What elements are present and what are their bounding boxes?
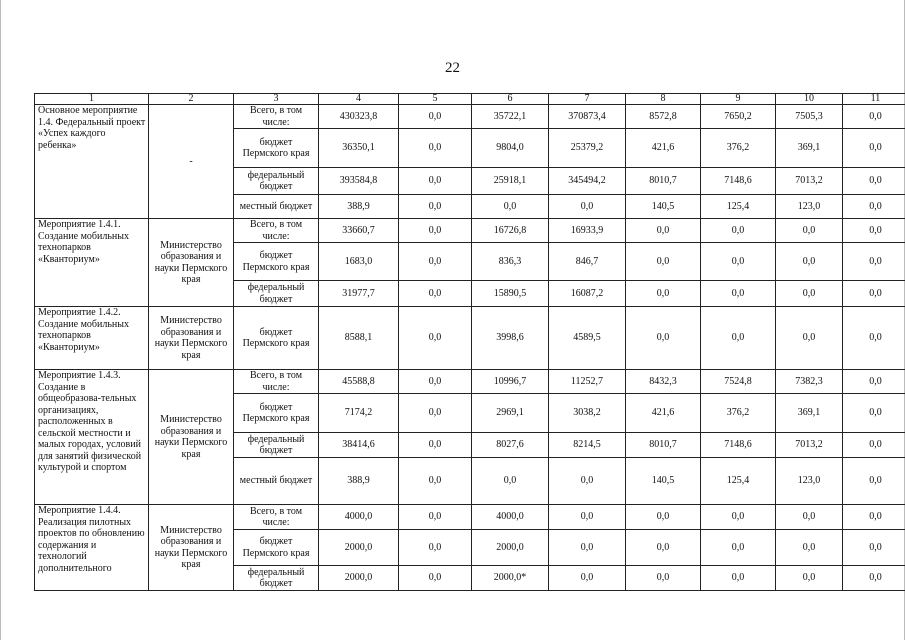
amount-cell: 0,0 (843, 394, 905, 433)
funding-source: федеральный бюджет (234, 281, 319, 307)
amount-cell: 9804,0 (472, 129, 549, 168)
page-number: 22 (445, 60, 460, 76)
amount-cell: 2000,0* (472, 566, 549, 591)
amount-cell: 0,0 (626, 530, 701, 566)
table-row (35, 105, 905, 129)
amount-cell: 376,2 (701, 394, 776, 433)
column-header-10: 10 (776, 94, 843, 105)
amount-cell: 4000,0 (319, 505, 399, 530)
amount-cell: 0,0 (399, 370, 472, 394)
funding-source: Всего, в том числе: (234, 370, 319, 394)
table-row (35, 370, 905, 394)
funding-source: Всего, в том числе: (234, 505, 319, 530)
amount-cell: 370873,4 (549, 105, 626, 129)
amount-cell: 36350,1 (319, 129, 399, 168)
amount-cell: 0,0 (843, 195, 905, 219)
amount-cell: 0,0 (701, 505, 776, 530)
amount-cell: 7505,3 (776, 105, 843, 129)
amount-cell: 0,0 (399, 458, 472, 505)
amount-cell: 25918,1 (472, 168, 549, 195)
amount-cell: 16726,8 (472, 219, 549, 243)
amount-cell: 123,0 (776, 458, 843, 505)
amount-cell: 15890,5 (472, 281, 549, 307)
amount-cell: 8572,8 (626, 105, 701, 129)
amount-cell: 7148,6 (701, 168, 776, 195)
executor: Министерство образования и науки Пермского края (149, 219, 234, 307)
amount-cell: 16087,2 (549, 281, 626, 307)
column-header-6: 6 (472, 94, 549, 105)
amount-cell: 0,0 (843, 219, 905, 243)
amount-cell: 0,0 (626, 566, 701, 591)
amount-cell: 0,0 (399, 281, 472, 307)
amount-cell: 0,0 (843, 530, 905, 566)
funding-source: бюджет Пермского края (234, 307, 319, 370)
amount-cell: 0,0 (701, 307, 776, 370)
amount-cell: 846,7 (549, 243, 626, 281)
amount-cell: 8010,7 (626, 168, 701, 195)
amount-cell: 31977,7 (319, 281, 399, 307)
funding-source: федеральный бюджет (234, 566, 319, 591)
amount-cell: 1683,0 (319, 243, 399, 281)
amount-cell: 0,0 (701, 243, 776, 281)
amount-cell: 388,9 (319, 195, 399, 219)
activity-description: Основное мероприятие 1.4. Федеральный проект «Успех каждого ребенка» (35, 105, 149, 219)
budget-table (34, 93, 905, 591)
column-header-8: 8 (626, 94, 701, 105)
header-row (35, 94, 905, 105)
amount-cell: 33660,7 (319, 219, 399, 243)
amount-cell: 0,0 (549, 195, 626, 219)
amount-cell: 0,0 (549, 530, 626, 566)
column-header-4: 4 (319, 94, 399, 105)
table-row (35, 505, 905, 530)
amount-cell: 388,9 (319, 458, 399, 505)
amount-cell: 369,1 (776, 394, 843, 433)
amount-cell: 0,0 (701, 566, 776, 591)
amount-cell: 8010,7 (626, 433, 701, 458)
executor: Министерство образования и науки Пермского края (149, 307, 234, 370)
amount-cell: 0,0 (776, 530, 843, 566)
amount-cell: 0,0 (776, 281, 843, 307)
amount-cell: 0,0 (843, 307, 905, 370)
amount-cell: 0,0 (549, 505, 626, 530)
amount-cell: 0,0 (399, 505, 472, 530)
amount-cell: 7382,3 (776, 370, 843, 394)
column-header-9: 9 (701, 94, 776, 105)
activity-description: Мероприятие 1.4.3. Создание в общеобразова-тельных организациях, расположенных в сельской местности и малых городах, условий для занятий физической культурой и спортом (35, 370, 149, 505)
funding-source: местный бюджет (234, 458, 319, 505)
amount-cell: 836,3 (472, 243, 549, 281)
amount-cell: 8432,3 (626, 370, 701, 394)
amount-cell: 7013,2 (776, 168, 843, 195)
activity-description: Мероприятие 1.4.2. Создание мобильных технопарков «Кванториум» (35, 307, 149, 370)
amount-cell: 140,5 (626, 195, 701, 219)
amount-cell: 0,0 (399, 195, 472, 219)
amount-cell: 0,0 (843, 168, 905, 195)
amount-cell: 0,0 (472, 195, 549, 219)
executor: Министерство образования и науки Пермского края (149, 370, 234, 505)
amount-cell: 393584,8 (319, 168, 399, 195)
funding-source: бюджет Пермского края (234, 394, 319, 433)
amount-cell: 7524,8 (701, 370, 776, 394)
amount-cell: 140,5 (626, 458, 701, 505)
amount-cell: 0,0 (843, 281, 905, 307)
activity-description: Мероприятие 1.4.4. Реализация пилотных проектов по обновлению содержания и технологий дополнительного (35, 505, 149, 591)
column-header-11: 11 (843, 94, 905, 105)
amount-cell: 376,2 (701, 129, 776, 168)
amount-cell: 25379,2 (549, 129, 626, 168)
amount-cell: 0,0 (626, 281, 701, 307)
amount-cell: 421,6 (626, 394, 701, 433)
amount-cell: 0,0 (776, 505, 843, 530)
amount-cell: 0,0 (843, 243, 905, 281)
amount-cell: 0,0 (843, 129, 905, 168)
amount-cell: 2969,1 (472, 394, 549, 433)
amount-cell: 125,4 (701, 458, 776, 505)
amount-cell: 0,0 (399, 243, 472, 281)
amount-cell: 0,0 (399, 307, 472, 370)
amount-cell: 369,1 (776, 129, 843, 168)
table-row (35, 219, 905, 243)
amount-cell: 0,0 (843, 370, 905, 394)
amount-cell: 0,0 (399, 105, 472, 129)
amount-cell: 7650,2 (701, 105, 776, 129)
funding-source: Всего, в том числе: (234, 105, 319, 129)
funding-source: бюджет Пермского края (234, 243, 319, 281)
amount-cell: 10996,7 (472, 370, 549, 394)
funding-source: Всего, в том числе: (234, 219, 319, 243)
amount-cell: 4000,0 (472, 505, 549, 530)
amount-cell: 16933,9 (549, 219, 626, 243)
amount-cell: 0,0 (776, 243, 843, 281)
amount-cell: 0,0 (549, 458, 626, 505)
executor: - (149, 105, 234, 219)
amount-cell: 7174,2 (319, 394, 399, 433)
amount-cell: 0,0 (843, 505, 905, 530)
amount-cell: 8027,6 (472, 433, 549, 458)
amount-cell: 11252,7 (549, 370, 626, 394)
amount-cell: 0,0 (701, 219, 776, 243)
amount-cell: 7148,6 (701, 433, 776, 458)
column-header-3: 3 (234, 94, 319, 105)
amount-cell: 3038,2 (549, 394, 626, 433)
amount-cell: 0,0 (399, 394, 472, 433)
amount-cell: 0,0 (399, 433, 472, 458)
scan-edge-left (0, 0, 1, 640)
activity-description: Мероприятие 1.4.1. Создание мобильных технопарков «Кванториум» (35, 219, 149, 307)
amount-cell: 0,0 (626, 505, 701, 530)
amount-cell: 2000,0 (472, 530, 549, 566)
amount-cell: 0,0 (843, 105, 905, 129)
amount-cell: 0,0 (776, 566, 843, 591)
column-header-5: 5 (399, 94, 472, 105)
amount-cell: 0,0 (776, 219, 843, 243)
amount-cell: 2000,0 (319, 566, 399, 591)
amount-cell: 0,0 (399, 168, 472, 195)
amount-cell: 0,0 (626, 243, 701, 281)
funding-source: местный бюджет (234, 195, 319, 219)
amount-cell: 123,0 (776, 195, 843, 219)
amount-cell: 0,0 (399, 219, 472, 243)
amount-cell: 3998,6 (472, 307, 549, 370)
funding-source: федеральный бюджет (234, 168, 319, 195)
amount-cell: 7013,2 (776, 433, 843, 458)
amount-cell: 430323,8 (319, 105, 399, 129)
column-header-1: 1 (35, 94, 149, 105)
amount-cell: 0,0 (776, 307, 843, 370)
amount-cell: 345494,2 (549, 168, 626, 195)
amount-cell: 125,4 (701, 195, 776, 219)
amount-cell: 35722,1 (472, 105, 549, 129)
executor: Министерство образования и науки Пермского края (149, 505, 234, 591)
column-header-7: 7 (549, 94, 626, 105)
column-header-2: 2 (149, 94, 234, 105)
amount-cell: 0,0 (701, 281, 776, 307)
amount-cell: 0,0 (701, 530, 776, 566)
amount-cell: 0,0 (626, 307, 701, 370)
amount-cell: 421,6 (626, 129, 701, 168)
amount-cell: 8214,5 (549, 433, 626, 458)
amount-cell: 0,0 (549, 566, 626, 591)
amount-cell: 0,0 (399, 566, 472, 591)
funding-source: бюджет Пермского края (234, 129, 319, 168)
amount-cell: 45588,8 (319, 370, 399, 394)
amount-cell: 0,0 (399, 530, 472, 566)
amount-cell: 8588,1 (319, 307, 399, 370)
amount-cell: 0,0 (626, 219, 701, 243)
table-row (35, 307, 905, 370)
amount-cell: 0,0 (843, 433, 905, 458)
amount-cell: 4589,5 (549, 307, 626, 370)
amount-cell: 0,0 (399, 129, 472, 168)
amount-cell: 0,0 (843, 566, 905, 591)
funding-source: бюджет Пермского края (234, 530, 319, 566)
funding-source: федеральный бюджет (234, 433, 319, 458)
amount-cell: 38414,6 (319, 433, 399, 458)
amount-cell: 0,0 (843, 458, 905, 505)
amount-cell: 0,0 (472, 458, 549, 505)
amount-cell: 2000,0 (319, 530, 399, 566)
